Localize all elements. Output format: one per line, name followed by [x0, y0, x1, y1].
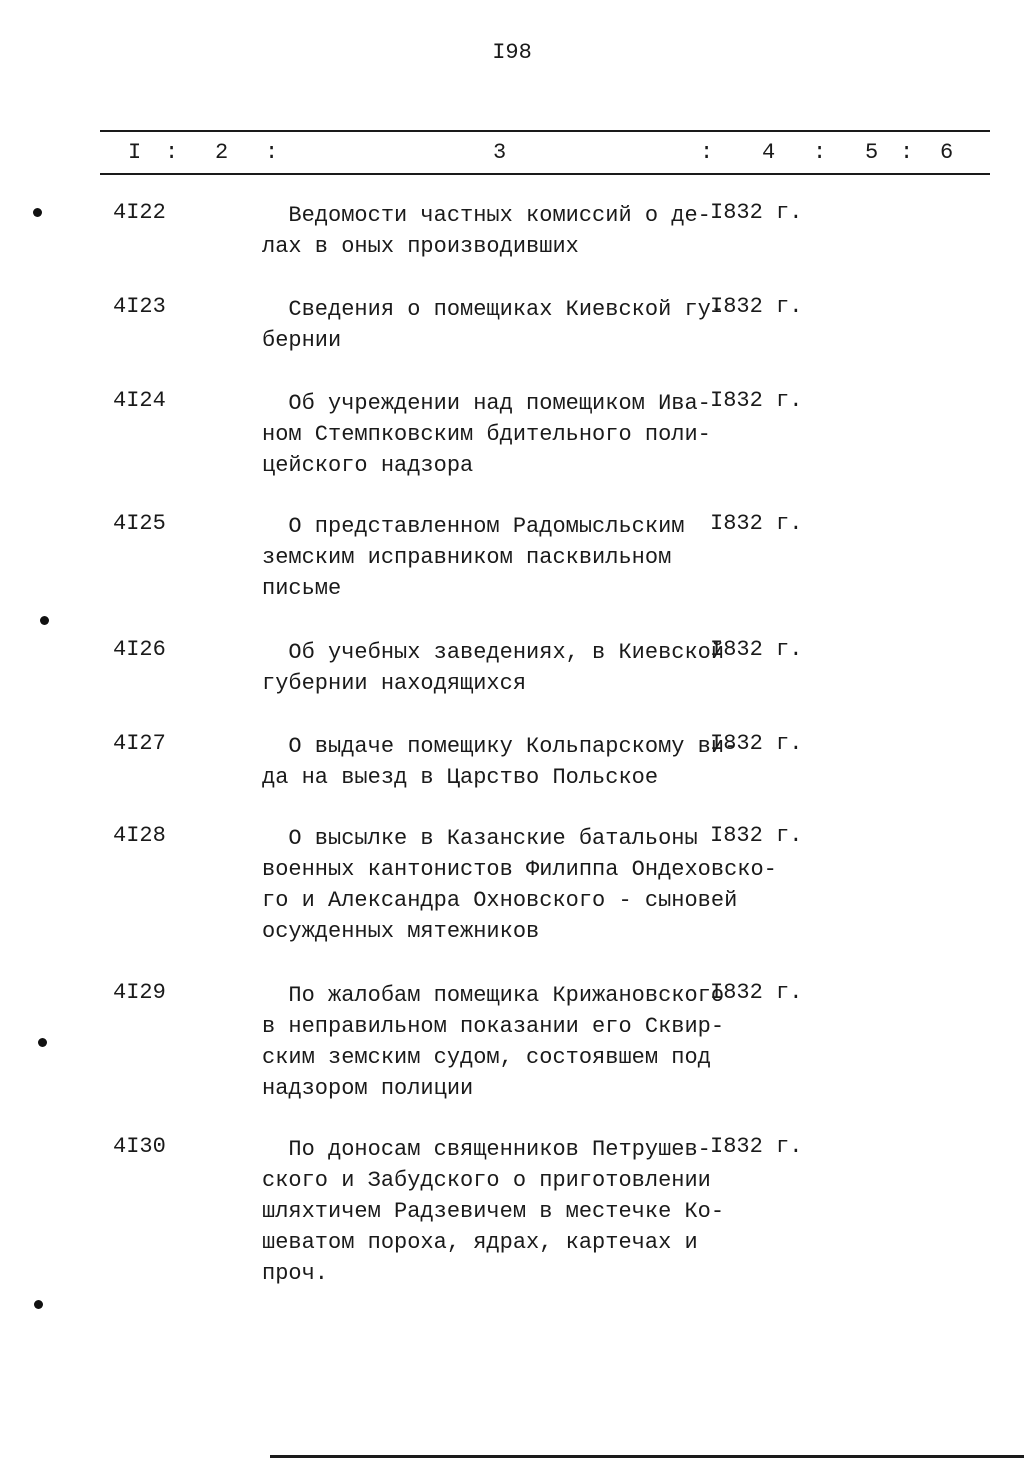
entry-year: I832 г. [710, 731, 803, 756]
column-separator: : [900, 140, 914, 165]
entry-description: Об учреждении над помещиком Ива- ном Стемпковским бдительного поли- цейского надзора [262, 391, 711, 478]
entry-number: 4I23 [113, 294, 166, 319]
entry-year: I832 г. [710, 200, 803, 225]
entry-number: 4I30 [113, 1134, 166, 1159]
column-separator: : [813, 140, 827, 165]
binder-hole [40, 616, 49, 625]
entry-description: Сведения о помещиках Киевской гу- бернии [262, 297, 725, 353]
column-separator: : [265, 140, 279, 165]
column-header-3: 3 [493, 140, 507, 165]
entry-number: 4I29 [113, 980, 166, 1005]
column-separator: : [165, 140, 179, 165]
entry-description: О выдаче помещику Кольпарскому ви- да на выезд в Царство Польское [262, 734, 738, 790]
entry-year: I832 г. [710, 823, 803, 848]
entry-description: По жалобам помещика Крижановского в неправильном показании его Сквир- ским земским судом, состоявшем под надзором полиции [262, 983, 725, 1101]
bottom-edge-rule [270, 1455, 1024, 1458]
entry-year: I832 г. [710, 294, 803, 319]
binder-hole [34, 1300, 43, 1309]
page-number: I98 [492, 40, 532, 65]
entry-number: 4I25 [113, 511, 166, 536]
column-header-2: 2 [215, 140, 229, 165]
column-separator: : [700, 140, 714, 165]
column-header-6: 6 [940, 140, 954, 165]
entry-description: Ведомости частных комиссий о де- лах в оных производивших [262, 203, 711, 259]
entry-number: 4I24 [113, 388, 166, 413]
table-header-rule [100, 173, 990, 175]
entry-year: I832 г. [710, 637, 803, 662]
entry-description: О высылке в Казанские батальоны военных кантонистов Филиппа Ондеховско- го и Александра Охновского - сыновей осужденных мятежников [262, 826, 777, 944]
binder-hole [33, 208, 42, 217]
table-top-rule [100, 130, 990, 132]
entry-description: По доносам священников Петрушев- ского и Забудского о приготовлении шляхтичем Радзевичем в местечке Ко- шеватом пороха, ядрах, картечах и проч. [262, 1137, 725, 1286]
entry-number: 4I28 [113, 823, 166, 848]
binder-hole [38, 1038, 47, 1047]
entry-description: О представленном Радомысльским земским исправником пасквильном письме [262, 514, 685, 601]
entry-number: 4I22 [113, 200, 166, 225]
entry-year: I832 г. [710, 980, 803, 1005]
column-header-4: 4 [762, 140, 776, 165]
entry-number: 4I26 [113, 637, 166, 662]
entry-year: I832 г. [710, 1134, 803, 1159]
entry-number: 4I27 [113, 731, 166, 756]
column-header-1: I [128, 140, 142, 165]
entry-year: I832 г. [710, 511, 803, 536]
entry-year: I832 г. [710, 388, 803, 413]
column-header-5: 5 [865, 140, 879, 165]
entry-description: Об учебных заведениях, в Киевской губернии находящихся [262, 640, 725, 696]
